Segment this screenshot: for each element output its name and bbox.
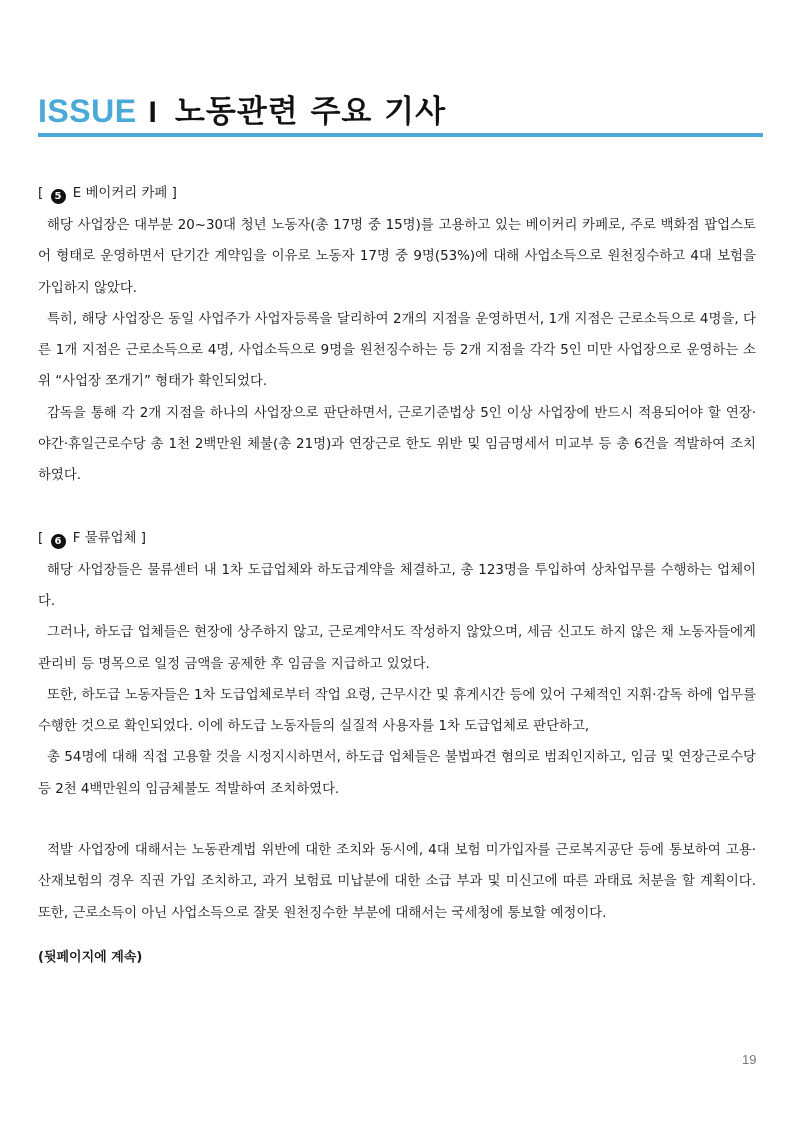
spacer xyxy=(38,492,756,522)
page-header xyxy=(38,86,762,138)
section-f-logistics xyxy=(38,522,756,805)
continued-note: (뒷페이지에 계속) xyxy=(38,949,143,965)
paragraph: 총 54명에 대해 직접 고용할 것을 시정지시하면서, 하도급 업체들은 불법파견 혐의로 범죄인지하고, 임금 및 연장근로수당 등 2천 4백만원의 임금체불도 적발하여 조치하였다. xyxy=(38,750,756,797)
closing-paragraph: 적발 사업장에 대해서는 노동관계법 위반에 대한 조치와 동시에, 4대 보험 미가입자를 근로복지공단 등에 통보하여 고용·산재보험의 경우 직권 가입 조치하고, 과거 보험료 미납분에 대한 소급 부과 및 미신고에 따른 과태료 처분을 할 계획이다. 또한, 근로소득이 아닌 사업소득으로 잘못 원천징수한 부분에 대해서는 국세청에 통보할 예정이다. xyxy=(38,843,756,921)
spacer xyxy=(38,805,756,835)
issue-label: ISSUE xyxy=(38,93,137,129)
paragraph: 해당 사업장들은 물류센터 내 1차 도급업체와 하도급계약을 체결하고, 총 123명을 투입하여 상차업무를 수행하는 업체이다. xyxy=(38,562,756,609)
article-body xyxy=(38,177,756,973)
bracket-open: [ xyxy=(38,186,44,201)
paragraph: 특히, 해당 사업장은 동일 사업주가 사업자등록을 달리하여 2개의 지점을 운영하면서, 1개 지점은 근로소득으로 4명을, 다른 1개 지점은 근로소득으로 4명, 사업소득으로 9명을 원천징수하는 등 2개 지점을 각각 5인 미만 사업장으로 운영하는 소위 “사업장 쪼개기” 형태가 확인되었다. xyxy=(38,311,756,390)
section-label: F 물류업체 ] xyxy=(72,530,146,546)
paragraph: 해당 사업장은 대부분 20~30대 청년 노동자(총 17명 중 15명)를 고용하고 있는 베이커리 카페로, 주로 백화점 팝업스토어 형태로 운영하면서 단기간 계약임을 이유로 노동자 17명 중 9명(53%)에 대해 사업소득으로 원천징수하고 4대 보험을 가입하지 않았다. xyxy=(38,218,756,296)
paragraph: 또한, 하도급 노동자들은 1차 도급업체로부터 작업 요령, 근무시간 및 휴게시간 등에 있어 구체적인 지휘·감독 하에 업무를 수행한 것으로 확인되었다. 이에 하도급 노동자들의 실질적 사용자를 1차 도급업체로 판단하고, xyxy=(38,687,756,735)
paragraph: 감독을 통해 각 2개 지점을 하나의 사업장으로 판단하면서, 근로기준법상 5인 이상 사업장에 반드시 적용되어야 할 연장·야간·휴일근로수당 총 1천 2백만원 체불(총 21명)과 연장근로 한도 위반 및 임금명세서 미교부 등 총 6건을 적발하여 조치하였다. xyxy=(38,405,756,484)
page-number: 19 xyxy=(742,1052,757,1067)
paragraph: 그러나, 하도급 업체들은 현장에 상주하지 않고, 근로계약서도 작성하지 않았으며, 세금 신고도 하지 않은 채 노동자들에게 관리비 등 명목으로 일정 금액을 공제한 후 임금을 지급하고 있었다. xyxy=(38,625,756,672)
bracket-open: [ xyxy=(38,530,44,546)
section-heading xyxy=(38,177,756,210)
circled-number-5: 5 xyxy=(51,189,66,204)
header-rule xyxy=(38,133,763,137)
header-separator: I xyxy=(148,96,157,129)
section-heading xyxy=(38,522,756,555)
page-title: 노동관련 주요 기사 xyxy=(174,94,447,130)
circled-number-6: 6 xyxy=(51,534,66,549)
section-e-bakery xyxy=(38,177,756,492)
section-label: E 베이커리 카페 ] xyxy=(72,186,177,201)
